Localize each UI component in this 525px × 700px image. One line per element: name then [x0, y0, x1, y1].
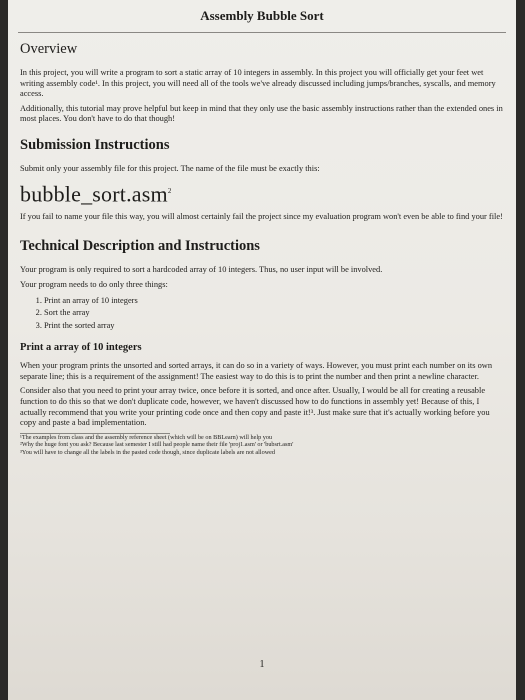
- steps-list: [34, 295, 504, 333]
- print-paragraph-2: Consider also that you need to print your array twice, once before it is sorted, and once after. Usually, I would be all for creating a reusable function to do this so that we don't duplicate code, however, we haven't discussed how to do functions in assembly yet! Because of this, I actually recommend that you write your printing code once and then copy and paste it!³. Just make sure that it's actually working before you copy and paste a bad implementation.: [20, 386, 490, 428]
- technical-paragraph-2: Your program needs to do only three things:: [20, 280, 168, 290]
- submission-instruction-text: Submit only your assembly file for this project. The name of the file must be exactly this:: [20, 163, 320, 173]
- page-number: 1: [259, 659, 265, 670]
- overview-heading: Overview: [20, 41, 78, 57]
- list-item: 2. Sort the array: [44, 307, 504, 320]
- footnote-marker-2: 2: [167, 186, 172, 195]
- overview-paragraph-2: Additionally, this tutorial may prove helpful but keep in mind that they only use the basic assembly instructions rather than the extended ones in most places. You don't have to do that though!: [20, 103, 503, 124]
- overview-paragraph-1: In this project, you will write a program to sort a static array of 10 integers in assembly. In this project you will officially get your feet wet writing assembly code¹. In this project, you will need all of the tools we've already discussed including jumps/branches, syscalls, and memory access.: [20, 68, 496, 99]
- footnote-2: ²Why the huge font you ask? Because last semester I still had people name their file 'proj1.asm' or 'bubsrt.asm': [20, 441, 294, 449]
- submission-paragraph-1: [20, 164, 504, 175]
- document-page: [8, 0, 516, 700]
- filename-text: bubble_sort.asm: [20, 180, 168, 206]
- print-paragraph-1: When your program prints the unsorted and sorted arrays, it can do so in a variety of ways. However, you must print each number on its own separate line; this is a requirement of the assignment! The easiest way to do this is to print the number and then print a newline character.: [20, 361, 493, 381]
- document-title: Assembly Bubble Sort: [200, 8, 324, 23]
- footnote-3: ³You will have to change all the labels in the pasted code though, since duplicate labels are not allowed: [20, 448, 276, 456]
- submission-heading: Submission Instructions: [20, 136, 170, 153]
- title-divider: [18, 32, 506, 33]
- footnote-1: ¹The examples from class and the assembly reference sheet (which will be on BBLearn) will help you: [20, 433, 273, 441]
- technical-paragraph-1: Your program is only required to sort a hardcoded array of 10 integers. Thus, no user input will be involved.: [20, 265, 383, 275]
- print-section-heading: Print a array of 10 integers: [20, 342, 142, 354]
- submission-paragraph-2: If you fail to name your file this way, you will almost certainly fail the project since my evaluation program won't even be able to find your file!: [20, 211, 503, 221]
- technical-heading: Technical Description and Instructions: [20, 238, 260, 255]
- list-item: 3. Print the sorted array: [44, 320, 504, 333]
- required-filename: [20, 179, 504, 206]
- list-item: 1. Print an array of 10 integers: [44, 295, 504, 308]
